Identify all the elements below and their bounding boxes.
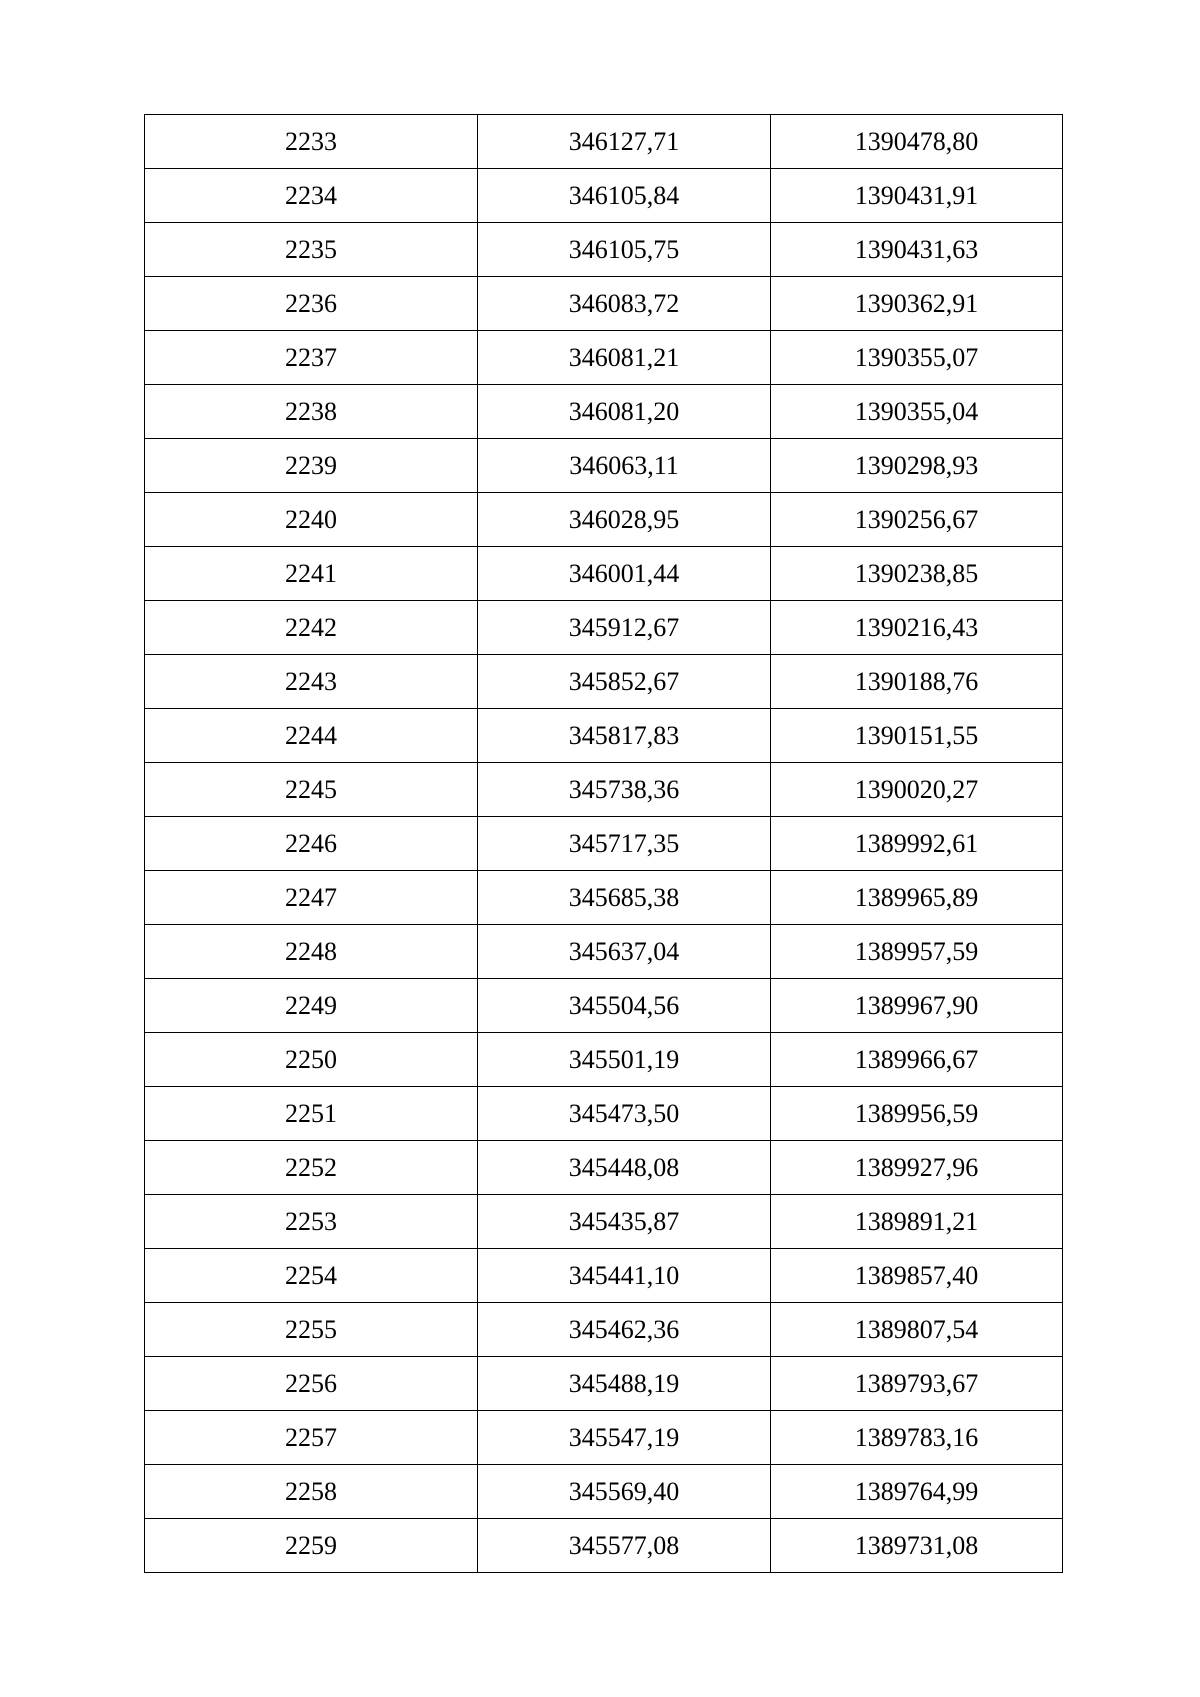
y-coordinate-cell: 1389927,96 xyxy=(771,1141,1063,1195)
table-row xyxy=(145,1033,1063,1087)
point-number-cell: 2233 xyxy=(145,115,478,169)
table-row xyxy=(145,1087,1063,1141)
table-row xyxy=(145,1411,1063,1465)
x-coordinate-cell: 346081,20 xyxy=(478,385,771,439)
table-row xyxy=(145,763,1063,817)
x-coordinate-cell: 346063,11 xyxy=(478,439,771,493)
y-coordinate-cell: 1390431,63 xyxy=(771,223,1063,277)
y-coordinate-cell: 1390151,55 xyxy=(771,709,1063,763)
x-coordinate-cell: 345501,19 xyxy=(478,1033,771,1087)
y-coordinate-cell: 1389956,59 xyxy=(771,1087,1063,1141)
y-coordinate-cell: 1390188,76 xyxy=(771,655,1063,709)
y-coordinate-cell: 1389966,67 xyxy=(771,1033,1063,1087)
x-coordinate-cell: 346028,95 xyxy=(478,493,771,547)
table-row xyxy=(145,277,1063,331)
x-coordinate-cell: 346083,72 xyxy=(478,277,771,331)
y-coordinate-cell: 1389783,16 xyxy=(771,1411,1063,1465)
table-row xyxy=(145,601,1063,655)
x-coordinate-cell: 345504,56 xyxy=(478,979,771,1033)
x-coordinate-cell: 345462,36 xyxy=(478,1303,771,1357)
table-row xyxy=(145,817,1063,871)
point-number-cell: 2248 xyxy=(145,925,478,979)
y-coordinate-cell: 1390362,91 xyxy=(771,277,1063,331)
point-number-cell: 2246 xyxy=(145,817,478,871)
x-coordinate-cell: 345738,36 xyxy=(478,763,771,817)
x-coordinate-cell: 345488,19 xyxy=(478,1357,771,1411)
table-row xyxy=(145,1195,1063,1249)
table-row xyxy=(145,385,1063,439)
y-coordinate-cell: 1389793,67 xyxy=(771,1357,1063,1411)
table-row xyxy=(145,439,1063,493)
y-coordinate-cell: 1390238,85 xyxy=(771,547,1063,601)
y-coordinate-cell: 1389764,99 xyxy=(771,1465,1063,1519)
table-row xyxy=(145,655,1063,709)
point-number-cell: 2236 xyxy=(145,277,478,331)
coordinates-table xyxy=(144,114,1063,1573)
point-number-cell: 2257 xyxy=(145,1411,478,1465)
table-row xyxy=(145,1141,1063,1195)
table-row xyxy=(145,709,1063,763)
point-number-cell: 2237 xyxy=(145,331,478,385)
point-number-cell: 2238 xyxy=(145,385,478,439)
x-coordinate-cell: 345435,87 xyxy=(478,1195,771,1249)
point-number-cell: 2243 xyxy=(145,655,478,709)
x-coordinate-cell: 346081,21 xyxy=(478,331,771,385)
table-row xyxy=(145,1303,1063,1357)
x-coordinate-cell: 345547,19 xyxy=(478,1411,771,1465)
y-coordinate-cell: 1390431,91 xyxy=(771,169,1063,223)
point-number-cell: 2244 xyxy=(145,709,478,763)
y-coordinate-cell: 1389891,21 xyxy=(771,1195,1063,1249)
y-coordinate-cell: 1390355,07 xyxy=(771,331,1063,385)
point-number-cell: 2241 xyxy=(145,547,478,601)
y-coordinate-cell: 1390256,67 xyxy=(771,493,1063,547)
point-number-cell: 2234 xyxy=(145,169,478,223)
table-row xyxy=(145,223,1063,277)
x-coordinate-cell: 345473,50 xyxy=(478,1087,771,1141)
table-row xyxy=(145,1357,1063,1411)
point-number-cell: 2258 xyxy=(145,1465,478,1519)
coordinates-table-body xyxy=(145,115,1063,1573)
y-coordinate-cell: 1389965,89 xyxy=(771,871,1063,925)
y-coordinate-cell: 1390020,27 xyxy=(771,763,1063,817)
table-row xyxy=(145,331,1063,385)
x-coordinate-cell: 345637,04 xyxy=(478,925,771,979)
point-number-cell: 2251 xyxy=(145,1087,478,1141)
x-coordinate-cell: 345717,35 xyxy=(478,817,771,871)
y-coordinate-cell: 1389957,59 xyxy=(771,925,1063,979)
point-number-cell: 2245 xyxy=(145,763,478,817)
point-number-cell: 2249 xyxy=(145,979,478,1033)
point-number-cell: 2235 xyxy=(145,223,478,277)
y-coordinate-cell: 1390478,80 xyxy=(771,115,1063,169)
table-row xyxy=(145,169,1063,223)
y-coordinate-cell: 1389857,40 xyxy=(771,1249,1063,1303)
x-coordinate-cell: 346127,71 xyxy=(478,115,771,169)
point-number-cell: 2259 xyxy=(145,1519,478,1573)
x-coordinate-cell: 345577,08 xyxy=(478,1519,771,1573)
x-coordinate-cell: 345448,08 xyxy=(478,1141,771,1195)
x-coordinate-cell: 345912,67 xyxy=(478,601,771,655)
point-number-cell: 2255 xyxy=(145,1303,478,1357)
x-coordinate-cell: 345685,38 xyxy=(478,871,771,925)
x-coordinate-cell: 346001,44 xyxy=(478,547,771,601)
table-row xyxy=(145,115,1063,169)
point-number-cell: 2239 xyxy=(145,439,478,493)
y-coordinate-cell: 1389731,08 xyxy=(771,1519,1063,1573)
y-coordinate-cell: 1389992,61 xyxy=(771,817,1063,871)
table-row xyxy=(145,1519,1063,1573)
table-row xyxy=(145,493,1063,547)
x-coordinate-cell: 345852,67 xyxy=(478,655,771,709)
x-coordinate-cell: 345817,83 xyxy=(478,709,771,763)
x-coordinate-cell: 345441,10 xyxy=(478,1249,771,1303)
table-row xyxy=(145,925,1063,979)
x-coordinate-cell: 346105,75 xyxy=(478,223,771,277)
table-row xyxy=(145,547,1063,601)
x-coordinate-cell: 346105,84 xyxy=(478,169,771,223)
y-coordinate-cell: 1390355,04 xyxy=(771,385,1063,439)
table-row xyxy=(145,1465,1063,1519)
table-row xyxy=(145,979,1063,1033)
x-coordinate-cell: 345569,40 xyxy=(478,1465,771,1519)
y-coordinate-cell: 1390216,43 xyxy=(771,601,1063,655)
point-number-cell: 2240 xyxy=(145,493,478,547)
table-row xyxy=(145,871,1063,925)
point-number-cell: 2254 xyxy=(145,1249,478,1303)
y-coordinate-cell: 1390298,93 xyxy=(771,439,1063,493)
y-coordinate-cell: 1389807,54 xyxy=(771,1303,1063,1357)
point-number-cell: 2247 xyxy=(145,871,478,925)
point-number-cell: 2253 xyxy=(145,1195,478,1249)
point-number-cell: 2252 xyxy=(145,1141,478,1195)
point-number-cell: 2256 xyxy=(145,1357,478,1411)
y-coordinate-cell: 1389967,90 xyxy=(771,979,1063,1033)
point-number-cell: 2250 xyxy=(145,1033,478,1087)
point-number-cell: 2242 xyxy=(145,601,478,655)
table-row xyxy=(145,1249,1063,1303)
